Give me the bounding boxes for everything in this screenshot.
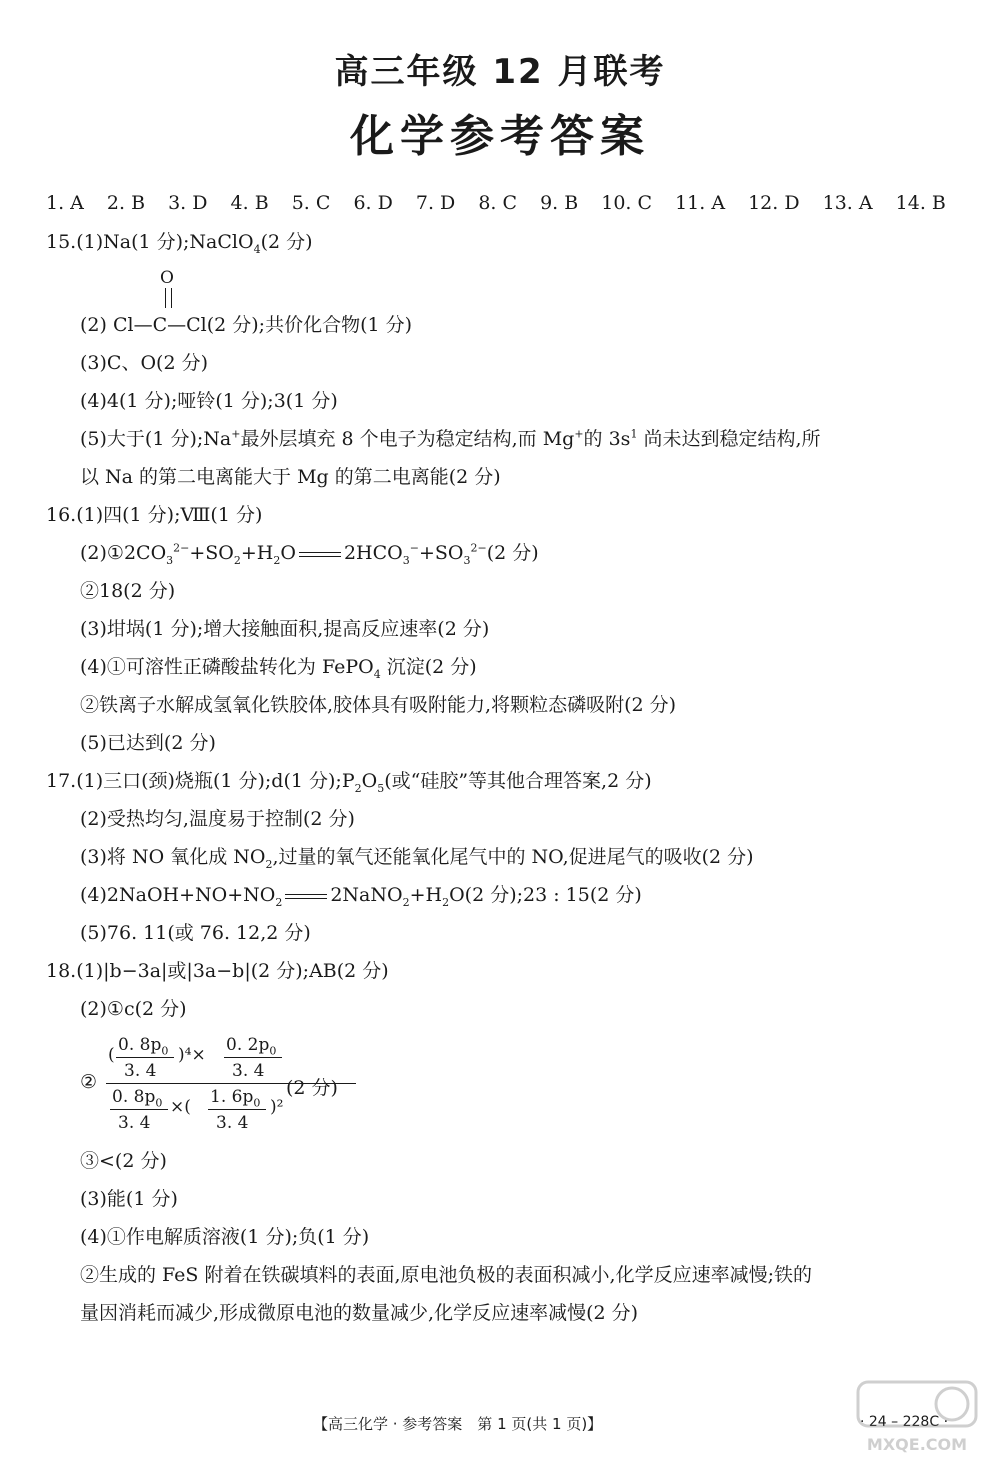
q15-line-4: (4)4(1 分);哑铃(1 分);3(1 分)	[80, 390, 338, 412]
q18-line-6: ②生成的 FeS 附着在铁碳填料的表面,原电池负极的表面积减小,化学反应速率减慢;铁的	[80, 1264, 812, 1286]
q15-line-3: (3)C、O(2 分)	[80, 352, 208, 374]
choice-answer: 5. C	[291, 192, 331, 214]
q17-line-4: $(4)2NaOH+NO+NO_2$ $2NaNO_2+H_2O(2$ 分);23 : 15(2 分)	[80, 884, 642, 909]
choice-answer: 14. B	[895, 192, 946, 214]
choice-answer: 8. C	[478, 192, 518, 214]
answer-key-title: 化学参考答案	[350, 111, 650, 162]
q17-line-1: 17.(1)三口(颈)烧瓶(1 分);d(1 分)$;P_2O_5$(或“硅胶”等其他合理答案,2 分)	[46, 770, 652, 795]
choice-answer: 3. D	[168, 192, 208, 214]
q16-line-6: ②铁离子水解成氢氧化铁胶体,胶体具有吸附能力,将颗粒态磷吸附(2 分)	[80, 694, 677, 716]
equilibrium-constant-fraction: ② ( 0. $8p_0$ 3. 4 )⁴× 0. $2p_0$ 3. 4 0. $8p_0$ 3. 4 ×( 1. $6p_0$ 3. 4 )² (2 分)	[80, 1035, 380, 1135]
q16-line-2: $(2)①2CO_3^{2-}+SO_2+H_2O$ $2HCO_3^-+SO_3^{2-}(2$ 分)	[80, 541, 539, 567]
choice-answer: 6. D	[353, 192, 393, 214]
q15-line-2: (2) Cl—C—Cl(2 分);共价化合物(1 分)	[80, 314, 413, 336]
double-bond	[165, 288, 172, 308]
q15-line-5b: 以 Na 的第二电离能大于 Mg 的第二电离能(2 分)	[80, 466, 501, 488]
q18-line-4: (3)能(1 分)	[80, 1188, 178, 1210]
q18-line-2: (2)①c(2 分)	[80, 998, 187, 1020]
choice-answers	[46, 192, 946, 214]
choice-answer: 7. D	[415, 192, 456, 214]
n1-num: 0. $8p_0$	[118, 1035, 169, 1058]
exam-title: 高三年级 12 月联考	[334, 52, 666, 92]
carbonyl-oxygen: O	[160, 268, 174, 288]
paper-code: · 24 – 228C ·	[860, 1414, 949, 1430]
q15-line-5a: (5)大于(1 分);Na+最外层填充 8 个电子为稳定结构,而 Mg+的 $3s^1$ 尚未达到稳定结构,所	[80, 427, 821, 450]
choice-answer: 13. A	[822, 192, 873, 214]
choice-answer: 10. C	[601, 192, 653, 214]
q17-line-3: (3)将 NO 氧化成 $NO_2$,过量的氧气还能氧化尾气中的 NO,促进尾气的吸收(2 分)	[80, 846, 754, 871]
q18-line-1: 18.(1)|b−3a|或|3a−b|(2 分);AB(2 分)	[46, 960, 389, 982]
q16-line-3: ②18(2 分)	[80, 580, 176, 602]
choice-answer: 9. B	[540, 192, 579, 214]
q15-line-1: 15.(1)Na(1 分);NaClO$_4$(2 分)	[46, 231, 313, 256]
q18-line-7: 量因消耗而减少,形成微原电池的数量减少,化学反应速率减慢(2 分)	[80, 1302, 639, 1324]
watermark-text: MXQE.COM	[866, 1435, 968, 1454]
q16-line-1: 16.(1)四(1 分);Ⅷ(1 分)	[46, 504, 263, 526]
choice-answer: 12. D	[748, 192, 800, 214]
q18-line-3: ③<(2 分)	[80, 1150, 167, 1172]
page-footer: 【高三化学 · 参考答案 第 1 页(共 1 页)】	[313, 1415, 603, 1433]
choice-answer: 4. B	[230, 192, 269, 214]
choice-answer: 11. A	[675, 192, 726, 214]
q16-line-5: (4)①可溶性正磷酸盐转化为 FePO$_4$ 沉淀(2 分)	[80, 656, 477, 681]
choice-answer: 1. A	[46, 192, 84, 214]
q17-line-5: (5)76. 11(或 76. 12,2 分)	[80, 922, 311, 944]
watermark-logo	[852, 1378, 982, 1458]
q16-line-4: (3)坩埚(1 分);增大接触面积,提高反应速率(2 分)	[80, 618, 490, 640]
q17-line-2: (2)受热均匀,温度易于控制(2 分)	[80, 808, 355, 830]
q16-line-7: (5)已达到(2 分)	[80, 732, 216, 754]
q18-line-5: (4)①作电解质溶液(1 分);负(1 分)	[80, 1226, 370, 1248]
choice-answer: 2. B	[106, 192, 146, 214]
